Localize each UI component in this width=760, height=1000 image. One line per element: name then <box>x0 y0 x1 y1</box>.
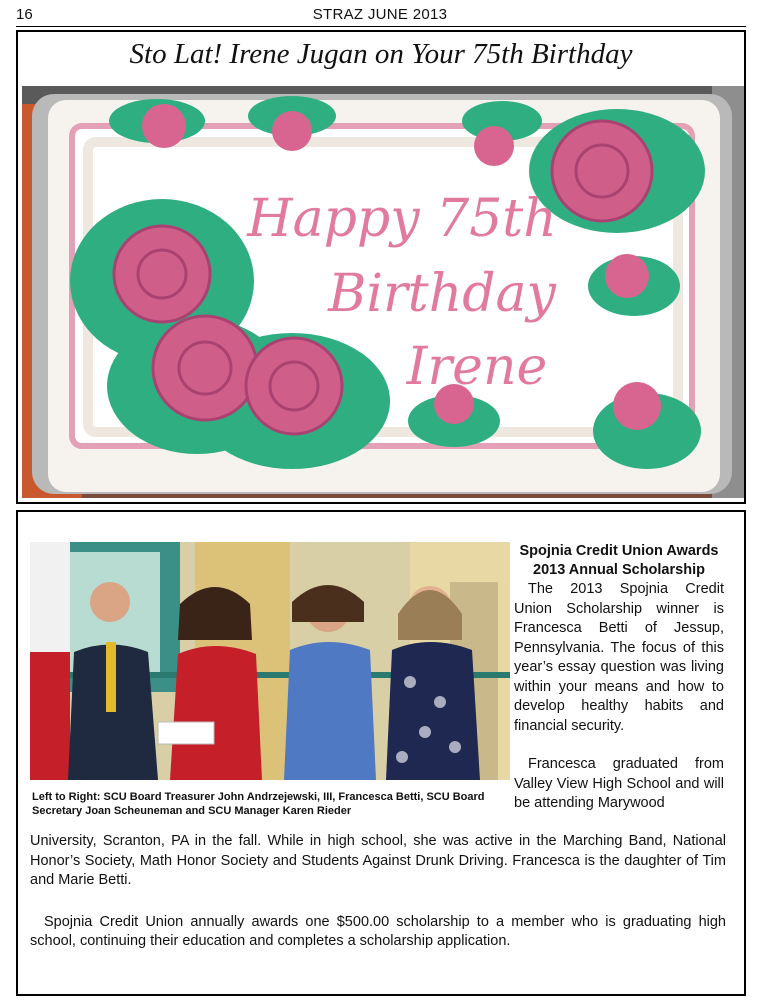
cake-text-line-3: Irene <box>406 337 548 397</box>
article-paragraph-3: Spojnia Credit Union annually awards one $500.00 scholarship to a member who is graduating high school, continuing their education and completes a scholarship application. <box>30 913 726 949</box>
article-full-width <box>30 832 726 952</box>
cake-photo <box>22 86 744 498</box>
page-number: 16 <box>16 6 33 23</box>
article-paragraph-2-start: Francesca graduated from Valley View High School and will be attending Marywood <box>514 756 724 811</box>
article-paragraph-2-end: University, Scranton, PA in the fall. While in high school, she was active in the Marching Band, National Honor’s Society, Math Honor Society and Students Against Drunk Driving. Francesca is the daughter of Tim and Marie Betti. <box>30 833 726 888</box>
scholarship-group-photo <box>30 542 510 780</box>
cake-text-line-1: Happy 75th <box>247 189 557 249</box>
article-title: Spojnia Credit Union Awards 2013 Annual Scholarship <box>519 543 719 578</box>
scholarship-box <box>16 510 746 996</box>
header-rule <box>16 26 746 27</box>
photo-caption: Left to Right: SCU Board Treasurer John Andrzejewski, III, Francesca Betti, SCU Board Secretary Joan Scheuneman and SCU Manager Karen Rieder <box>32 791 485 817</box>
birthday-box <box>16 30 746 504</box>
article-paragraph-1: The 2013 Spojnia Credit Union Scholarship winner is Francesca Betti of Jessup, Pennsylvania. The focus of this year’s essay question was living within your means and how to develop healthy habits and financial security. <box>514 581 724 734</box>
cake-text-line-2: Birthday <box>328 264 556 324</box>
article-side-column <box>514 542 724 814</box>
running-head: STRAZ JUNE 2013 <box>312 6 448 23</box>
birthday-headline: Sto Lat! Irene Jugan on Your 75th Birthday <box>129 38 633 70</box>
